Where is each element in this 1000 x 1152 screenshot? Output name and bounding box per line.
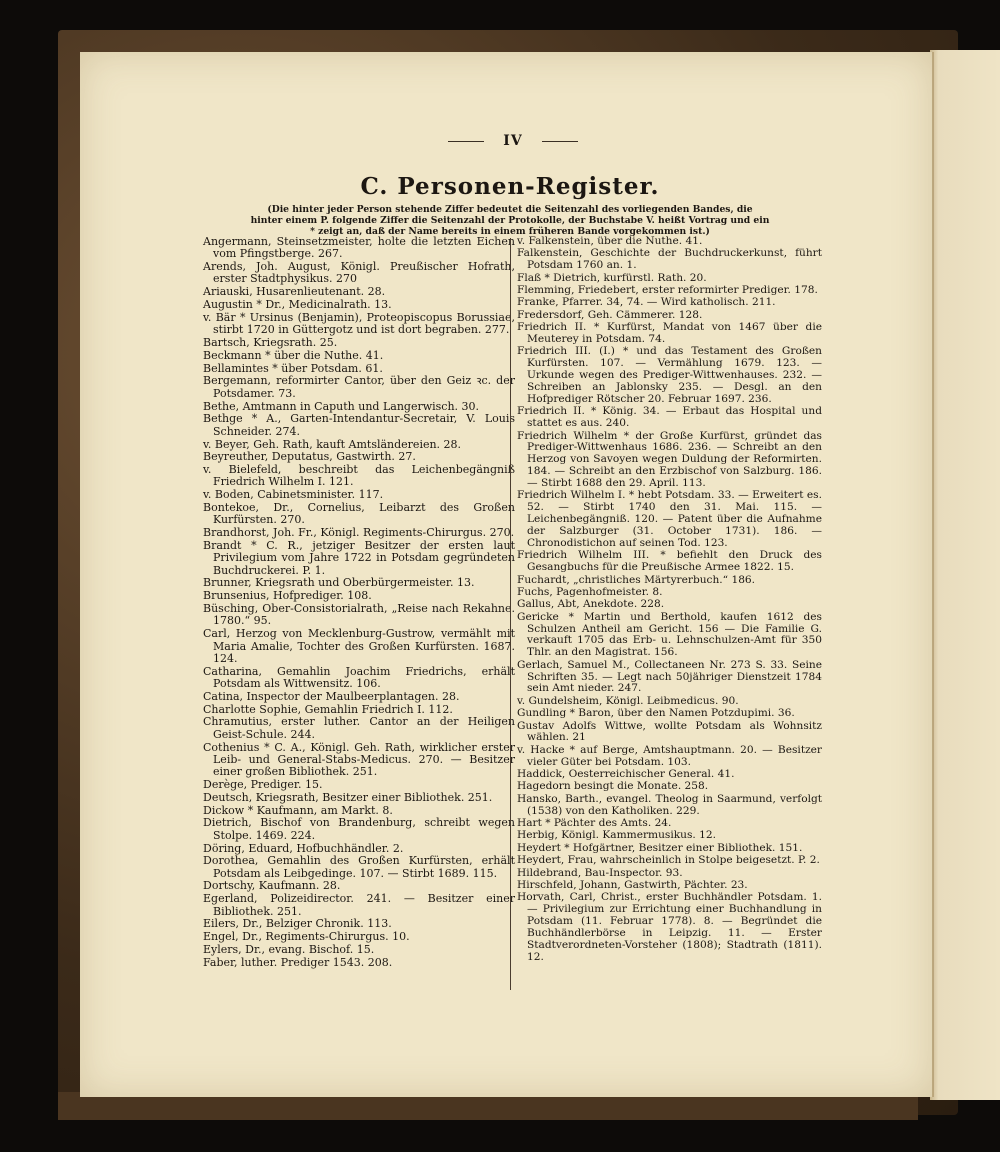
register-entry: Friedrich III. (I.) * und das Testament des Großen Kurfürsten. 107. — Vermählung 1679. 123. — Urkunde wegen des Prediger-Wittwenhauses. 232. — Schreiben an Jablonsky 235. — Desgl. an den Hofprediger Rötscher 20. Februar 1697. 236. (517, 345, 822, 405)
page-number: IV (448, 133, 578, 149)
register-entry: Engel, Dr., Regiments-Chirurgus. 10. (203, 930, 410, 944)
register-entry: Carl, Herzog von Mecklenburg-Gustrow, vermählt mit Maria Amalie, Tochter des Großen Kurfürsten. 1687. 124. (203, 627, 515, 665)
register-entry: Dickow * Kaufmann, am Markt. 8. (203, 803, 393, 817)
register-entry: Friedrich II. * König. 34. — Erbaut das Hospital und stattet es aus. 240. (517, 405, 822, 430)
register-entry: Charlotte Sophie, Gemahlin Friedrich I. 112. (203, 702, 453, 716)
register-entry: Eilers, Dr., Belziger Chronik. 113. (203, 917, 392, 931)
register-entry: Heydert, Frau, wahrscheinlich in Stolpe beigesetzt. P. 2. (517, 854, 820, 867)
register-right-column (517, 236, 822, 964)
register-entry: Gallus, Abt, Anekdote. 228. (517, 598, 665, 611)
register-entry: Döring, Eduard, Hofbuchhändler. 2. (203, 841, 404, 855)
register-entry: Brunsenius, Hofprediger. 108. (203, 589, 372, 603)
register-entry: Eylers, Dr., evang. Bischof. 15. (203, 943, 375, 956)
register-entry: Dietrich, Bischof von Brandenburg, schreibt wegen Stolpe. 1469. 224. (203, 816, 515, 842)
register-entry: Bergemann, reformirter Cantor, über den Geiz ꝛc. der Potsdamer. 73. (203, 374, 515, 400)
register-entry: Catharina, Gemahlin Joachim Friedrichs, erhält Potsdam als Wittwensitz. 106. (203, 664, 515, 690)
register-entry: v. Beyer, Geh. Rath, kauft Amtsländereien. 28. (203, 437, 462, 451)
register-entry: Friedrich II. * Kurfürst, Mandat von 1467 über die Meuterey in Potsdam. 74. (517, 321, 822, 345)
register-entry: Hansko, Barth., evangel. Theolog in Saarmund, verfolgt (1538) von den Katholiken. 229. (517, 792, 822, 817)
register-entry: Hirschfeld, Johann, Gastwirth, Pächter. 23. (517, 878, 748, 891)
register-left-column (203, 236, 515, 970)
register-entry: Brandt * C. R., jetziger Besitzer der ersten laut Privilegium vom Jahre 1722 in Potsdam gegründeten Buchdruckerei. P. 1. (203, 539, 515, 577)
register-entry: Beckmann * über die Nuthe. 41. (203, 348, 384, 362)
register-entry: Catina, Inspector der Maulbeerplantagen. 28. (203, 689, 460, 703)
register-entry: Heydert * Hofgärtner, Besitzer einer Bibliothek. 151. (517, 841, 803, 854)
register-entry: Gustav Adolfs Wittwe, wollte Potsdam als Wohnsitz wählen. 21 (517, 719, 822, 744)
register-entry: Büsching, Ober-Consistorialrath, „Reise nach Rekahne. 1780.“ 95. (203, 602, 515, 628)
register-entry: Fredersdorf, Geh. Cämmerer. 128. (517, 308, 703, 321)
register-entry: Bellamintes * über Potsdam. 61. (203, 361, 383, 375)
register-entry: Horvath, Carl, Christ., erster Buchhändler Potsdam. 1. — Privilegium zur Errichtung einer Buchhandlung in Potsdam (11. Februar 1778). 8. — Begründet die Buchhändlerbörse in Leipzig. 11. — Erster Stadtverordneten-Vorsteher (1808); Stadtrath (1811). 12. (517, 891, 822, 963)
register-entry: Derège, Prediger. 15. (203, 777, 323, 791)
register-entry: Deutsch, Kriegsrath, Besitzer einer Bibliothek. 251. (203, 790, 493, 804)
register-entry: Flemming, Friedebert, erster reformirter Prediger. 178. (517, 284, 818, 296)
register-entry: Fuchs, Pagenhofmeister. 8. (517, 585, 663, 598)
register-entry: Brandhorst, Joh. Fr., Königl. Regiments-Chirurgus. 270. (203, 526, 515, 540)
register-entry: Brunner, Kriegsrath und Oberbürgermeister. 13. (203, 576, 475, 590)
register-entry: Gerlach, Samuel M., Collectaneen Nr. 273 S. 33. Seine Schriften 35. — Legt nach 50jähriger Dienstzeit 1784 sein Amt nieder. 247. (517, 658, 822, 695)
register-entry: Cothenius * C. A., Königl. Geh. Rath, wirklicher erster Leib- und General-Stabs-Medicus. 270. — Besitzer einer großen Bibliothek. 251. (203, 740, 515, 779)
register-entry: v. Bär * Ursinus (Benjamin), Proteopiscopus Borussiae, stirbt 1720 in Güttergotz und ist dort begraben. 277. (203, 310, 515, 337)
register-entry: v. Falkenstein, über die Nuthe. 41. (517, 235, 703, 247)
register-entry: Haddick, Oesterreichischer General. 41. (517, 768, 735, 780)
register-note: (Die hinter jeder Person stehende Ziffer bedeutet die Seitenzahl des vorliegenden Bandes, die hinter einem P. folgende Ziffer die Seitenzahl der Protokolle, der Buchstabe V. heißt Vortrag und ein * zeigt an, daß der Name bereits in einem früheren Bande vorgekommen ist.) (250, 204, 770, 237)
register-entry: v. Gundelsheim, Königl. Leibmedicus. 90. (517, 694, 739, 707)
register-entry: Angermann, Steinsetzmeister, holte die letzten Eichen vom Pfingstberge. 267. (203, 235, 515, 261)
register-entry: Dortschy, Kaufmann. 28. (203, 879, 341, 893)
register-entry: Gericke * Martin und Berthold, kaufen 1612 des Schulzen Antheil am Gericht. 156 — Die Familie G. verkauft 1705 das Erb- u. Lehnschulzen-Amt für 350 Thlr. an den Magistrat. 156. (517, 610, 822, 659)
register-entry: Beyreuther, Deputatus, Gastwirth. 27. (203, 450, 416, 464)
register-entry: Hildebrand, Bau-Inspector. 93. (517, 866, 683, 879)
register-entry: Arends, Joh. August, Königl. Preußischer Hofrath, erster Stadtphysikus. 270 (203, 260, 515, 286)
register-entry: Egerland, Polizeidirector. 241. — Besitzer einer Bibliothek. 251. (203, 892, 515, 918)
register-entry: Bontekoe, Dr., Cornelius, Leibarzt des Großen Kurfürsten. 270. (203, 501, 515, 527)
register-entry: v. Bielefeld, beschreibt das Leichenbegängniß Friedrich Wilhelm I. 121. (203, 463, 515, 489)
register-entry: Herbig, Königl. Kammermusikus. 12. (517, 829, 716, 842)
register-entry: Bethge * A., Garten-Intendantur-Secretair, V. Louis Schneider. 274. (203, 412, 515, 438)
register-entry: Friedrich Wilhelm III. * befiehlt den Druck des Gesangbuchs für die Preußische Armee 1822. 15. (517, 549, 822, 574)
page-title: C. Personen-Register. (360, 173, 660, 200)
register-entry: Bethe, Amtmann in Caputh und Langerwisch. 30. (203, 399, 480, 413)
register-entry: Flaß * Dietrich, kurfürstl. Rath. 20. (517, 271, 707, 284)
register-entry: v. Hacke * auf Berge, Amtshauptmann. 20. — Besitzer vieler Güter bei Potsdam. 103. (517, 743, 822, 768)
register-entry: Augustin * Dr., Medicinalrath. 13. (203, 298, 392, 312)
register-entry: Hagedorn besingt die Monate. 258. (517, 780, 709, 793)
register-entry: Chramutius, erster luther. Cantor an der Heiligen Geist-Schule. 244. (203, 715, 515, 741)
register-entry: Hart * Pächter des Amts. 24. (517, 817, 672, 829)
register-entry: Fuchardt, „christliches Märtyrerbuch.“ 186. (517, 573, 756, 586)
column-divider (510, 238, 511, 990)
register-entry: Falkenstein, Geschichte der Buchdruckerkunst, führt Potsdam 1760 an. 1. (517, 247, 822, 272)
register-entry: Faber, luther. Prediger 1543. 208. (203, 955, 393, 969)
register-entry: Dorothea, Gemahlin des Großen Kurfürsten, erhält Potsdam als Leibgedinge. 107. — Stirbt 1689. 115. (203, 854, 515, 880)
register-entry: Friedrich Wilhelm * der Große Kurfürst, gründet das Prediger-Wittwenhaus 1686. 236. — Schreibt an den Herzog von Savoyen wegen Duldung der Reformirten. 184. — Schreibt an den Erzbischof von Salzburg. 186. — Stirbt 1688 den 29. April. 113. (517, 429, 822, 489)
register-entry: Bartsch, Kriegsrath. 25. (203, 336, 338, 349)
facing-page-edge (930, 50, 1000, 1100)
register-entry: Friedrich Wilhelm I. * hebt Potsdam. 33. — Erweitert es. 52. — Stirbt 1740 den 31. Mai. 115. — Leichenbegängniß. 120. — Patent über die Aufnahme der Salzburger (31. October 1731). 186. — Chronodistichon auf seinen Tod. 123. (517, 489, 822, 549)
register-entry: v. Boden, Cabinetsminister. 117. (203, 488, 384, 502)
register-entry: Gundling * Baron, über den Namen Potzdupimi. 36. (517, 707, 795, 720)
register-entry: Ariauski, Husarenlieutenant. 28. (203, 285, 386, 299)
register-entry: Franke, Pfarrer. 34, 74. — Wird katholisch. 211. (517, 296, 776, 309)
